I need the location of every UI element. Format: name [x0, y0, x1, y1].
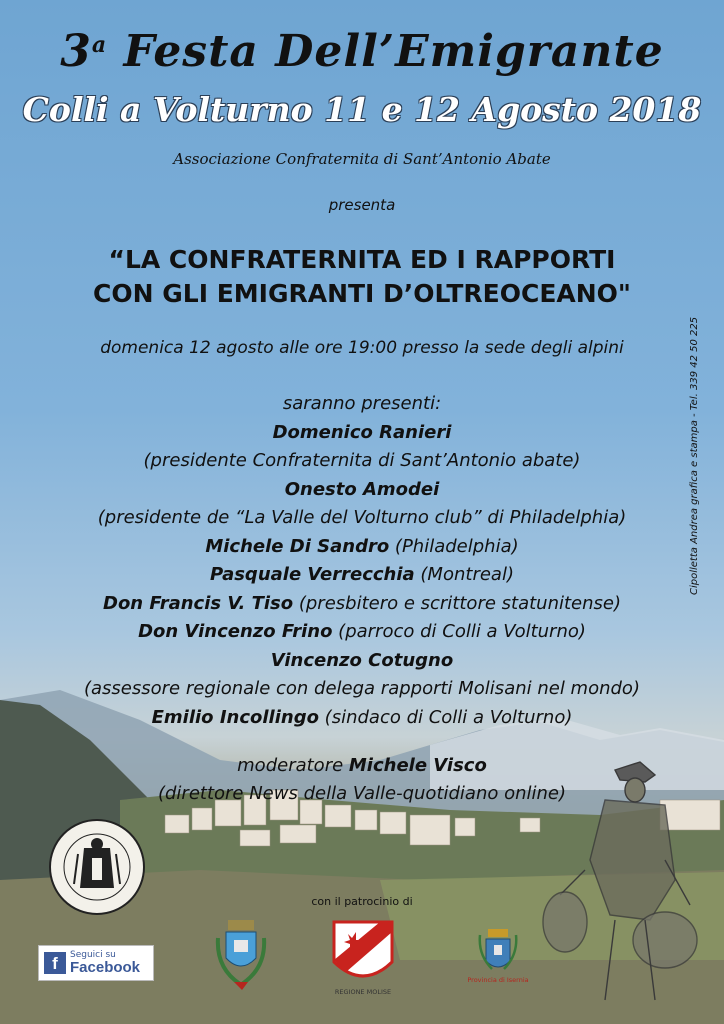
provincia-isernia-crest-logo	[478, 925, 518, 975]
speaker-line	[0, 504, 724, 533]
facebook-f-icon: f	[44, 952, 66, 974]
speaker-name: Don Vincenzo Frino	[138, 621, 333, 642]
speakers-intro: saranno presenti:	[282, 393, 442, 414]
speaker-name: Vincenzo Cotugno	[270, 649, 454, 671]
speaker-line	[0, 647, 724, 676]
speaker-name: Pasquale Verrecchia	[210, 564, 415, 585]
speaker-line	[0, 476, 724, 505]
speaker-line	[0, 561, 724, 590]
edition-number: 3	[60, 26, 92, 77]
festival-title	[0, 26, 724, 77]
event-date-venue: domenica 12 agosto alle ore 19:00 presso la sede degli alpini	[100, 338, 624, 358]
speaker-role: (Philadelphia)	[389, 535, 519, 557]
facebook-small-label: Seguici su	[70, 950, 116, 960]
speaker-role: (sindaco di Colli a Volturno)	[318, 706, 573, 728]
speaker-line	[0, 419, 724, 448]
organizer-name: Associazione Confraternita di Sant’Antonio Abate	[173, 150, 551, 168]
speaker-role: (parroco di Colli a Volturno)	[332, 621, 586, 642]
printer-credit: Cipolletta Andrea grafica e stampa - Tel. 339 42 50 225	[689, 316, 700, 595]
speaker-name: Domenico Ranieri	[272, 421, 452, 443]
moderator-line	[0, 752, 724, 780]
speaker-line	[0, 675, 724, 704]
speaker-name: Emilio Incollingo	[151, 706, 319, 728]
speaker-line	[0, 533, 724, 562]
speaker-line	[0, 618, 724, 647]
speaker-line	[0, 447, 724, 476]
facebook-follow-button[interactable]	[38, 945, 154, 981]
speaker-line	[0, 590, 724, 619]
festival-name: Festa Dell’Emigrante	[123, 26, 664, 77]
speakers-list	[0, 390, 724, 732]
edition-suffix: a	[91, 32, 108, 58]
moderator-label: moderatore	[237, 755, 349, 776]
moderator-role: (direttore News della Valle-quotidiano online)	[157, 783, 567, 804]
speaker-name: Onesto Amodei	[284, 478, 440, 500]
regione-molise-caption: REGIONE MOLISE	[334, 988, 392, 996]
presents-label: presenta	[328, 196, 396, 214]
moderator-block	[0, 752, 724, 808]
speaker-line	[0, 704, 724, 733]
event-title	[0, 243, 724, 311]
comune-crest-logo	[212, 918, 270, 994]
provincia-isernia-caption: Provincia di Isernia	[467, 976, 529, 984]
event-title-line-1: “LA CONFRATERNITA ED I RAPPORTI	[108, 245, 616, 274]
festival-place-dates: Colli a Volturno 11 e 12 Agosto 2018	[22, 90, 702, 129]
speaker-role: (presidente de “La Valle del Volturno club” di Philadelphia)	[97, 507, 627, 528]
facebook-big-label: Facebook	[70, 959, 141, 976]
patronage-label: con il patrocinio di	[311, 895, 413, 908]
speaker-role: (presidente Confraternita di Sant’Antonio abate)	[143, 450, 581, 471]
speaker-role: (presbitero e scrittore statunitense)	[293, 592, 621, 614]
speaker-name: Don Francis V. Tiso	[103, 592, 294, 614]
moderator-name: Michele Visco	[348, 755, 487, 776]
speaker-role: (Montreal)	[414, 564, 514, 585]
speaker-role: (assessore regionale con delega rapporti Molisani nel mondo)	[84, 678, 640, 699]
speaker-name: Michele Di Sandro	[205, 535, 390, 557]
event-title-line-2: CON GLI EMIGRANTI D’OLTREOCEANO"	[93, 279, 631, 308]
